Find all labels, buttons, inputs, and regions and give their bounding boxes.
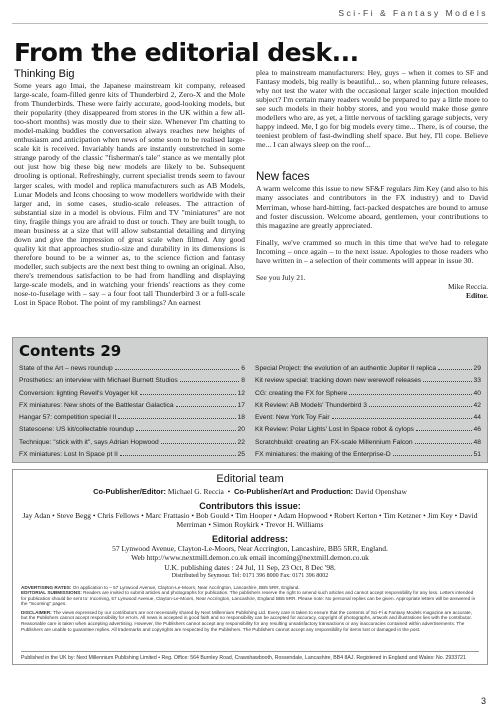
advertising-rates	[21, 585, 479, 607]
contents-entry	[19, 437, 245, 449]
section-heading-thinking-big: Thinking Big	[14, 68, 75, 80]
contents-entry-title: State of the Art – news roundup	[19, 365, 113, 372]
contents-entry-page: 25	[237, 451, 245, 459]
dot-leader	[180, 381, 240, 382]
contributors-title: Contributors this issue:	[199, 500, 301, 511]
contents-entry-page: 12	[237, 389, 245, 397]
contents-entry-page: 46	[473, 426, 481, 434]
contributors-list: Jay Adan • Steve Begg • Chris Fellows • Marc Frattasio • Bob Gould • Tim Hooper • Adam Hopwood • Robert Kerton • Tim Ketzner • Jim Key • David Merriman • Simon Roykirk • Trevor H. Williams	[22, 510, 478, 529]
dot-leader	[120, 455, 236, 456]
closing-paragraph: Finally, we've crammed so much in this time that we've had to relegate Incoming – once again – to the next issue. Apologies to those readers who have written in – a selection of their comments will appear in issue 30.	[256, 237, 488, 265]
dot-leader	[118, 418, 235, 419]
disclaimer-label: DISCLAIMER:	[21, 609, 52, 615]
contents-entry-page: 18	[237, 414, 245, 422]
page-title: From the editorial desk...	[14, 38, 359, 67]
contents-entry-title: Kit review special: tracking down new werewolf releases	[255, 377, 422, 385]
masthead: Sci-Fi & Fantasy Models	[12, 8, 488, 24]
contents-entry-page: 8	[241, 377, 245, 385]
contents-entry-title: Event: New York Toy Fair	[255, 414, 330, 422]
contents-entry-page: 6	[241, 365, 245, 372]
dot-leader	[140, 394, 236, 395]
contents-entry-page: 48	[473, 438, 481, 446]
dot-leader	[115, 369, 240, 370]
contents-entry-page: 22	[237, 438, 245, 446]
submissions-label: EDITORIAL SUBMISSIONS:	[21, 590, 82, 596]
contents-entry	[255, 424, 481, 436]
contents-entry-title: Scratchbuild: creating an FX-scale Millennium Falcon	[255, 438, 413, 446]
publishers-line: Co-Publisher/Editor: Michael G. Reccia • Co-Publisher/Art and Production: David Openshaw	[93, 487, 407, 496]
new-faces-paragraph: A warm welcome this issue to new SF&F regulars Jim Key (and also to his many associates and contributors in the FX industry) and to David Merriman, whose hard-hitting, fact-packed despatches are bound to amuse and foster discussion. Welcome aboard, gentlemen, your contributions to this magazine are greatly appreciated.	[256, 184, 488, 230]
dot-leader	[415, 443, 472, 444]
contents-left-list	[19, 363, 245, 461]
editorial-right-column	[256, 68, 488, 300]
address-title: Editorial address:	[211, 533, 289, 544]
submissions-text: Readers are invited to submit articles and photographs for publication. The publishers reserve the right to amend such articles and cannot accept responsibility for any loss. Letters intended for publication should be sent to: Incoming, 57 Lynwood Avenue, Clayton-Le-Moors, Near Accrington, Lancashire, England BB5 5RR. Please note: No personal replies can be given. Appropriate letters will be answered in the "Incoming" pages.	[21, 590, 476, 607]
contents-entry-title: CG: creating the FX for Sphere	[255, 389, 348, 397]
contents-entry-page: 44	[473, 414, 481, 422]
contents-entry-title: Prosthetics: an interview with Michael Burnett Studios	[19, 377, 178, 385]
contents-entry-title: Conversion: lighting Revell's Voyager kit	[19, 389, 138, 397]
section-heading-new-faces: New faces	[256, 171, 310, 184]
editorial-team-box	[12, 469, 488, 665]
editorial-left-column	[14, 68, 245, 307]
editorial-body-text: Some years ago Imai, the Japanese mainstream kit company, released large-scale, foam-filled genre kits of Thunderbird 2, Zero-X and the Mole from Thunderbirds. These were fairly accurate, good-looking models, but their popularity (they disappeared from stores in the UK within a few all-too-short months) was mostly due to their size. Whenever I'm chatting to model-making buddies the conversation always reaches new heights of enthusiasm and anticipation when news of some soon to be realised large-scale kit is received. Invariably hands are instantly outstretched in some strange parody of the classic "fisherman's tale" stance as we mentally plot out just how big these big new models are likely to be. Subsequent drooling is optional. Refreshingly, current specialist trends seem to favour larger scales, with model and replica manufacturers such as AB Models, Lunar Models and Icons choosing to wow modellers worldwide with their larger and, in some cases, studio-scale releases. The attraction of substantial size in a model is obvious. Film and TV "miniatures" are not tiny, fragile things you are afraid to dust or touch. They are built tough, to mean business at a size that will allow substantial detailing and dirtying down and give the impression of great scale when filmed. Any good quality kit that approaches studio-size and durability in its dimensions is therefore bound to be a winner as, to the science fiction and fantasy modeller, such subjects are the next best thing to owning an original. Also, there's tremendous satisfaction to be had from handling and displaying large-scale models, and in watching your friends' reactions as they come nose-to-fuselage with – say – a four foot tall Thunderbird 3 or a full-scale Lost in Space Robot. The point of my ramblings? An earnest	[14, 81, 245, 308]
dot-leader	[161, 443, 236, 444]
dot-leader	[332, 418, 472, 419]
contents-entry-page: 40	[473, 389, 481, 397]
contents-box	[12, 337, 488, 463]
contents-entry	[19, 400, 245, 412]
contents-entry-title: FX miniatures: Lost In Space pt II	[19, 451, 118, 459]
dot-leader	[176, 406, 236, 407]
contents-entry-title: Hangar 57: competition special II	[19, 414, 117, 422]
advertising-label: ADVERTISING RATES:	[21, 584, 72, 590]
team-title: Editorial team	[216, 473, 284, 485]
disclaimer	[21, 610, 479, 632]
contents-entry-title: FX miniatures: the making of the Enterprise-D	[255, 451, 391, 459]
contents-entry-page: 51	[473, 451, 481, 459]
dot-leader	[136, 430, 236, 431]
page-number: 3	[480, 696, 486, 706]
contents-entry-title: Kit Review: Polar Lights' Lost In Space robot & cylops	[255, 426, 414, 434]
contents-entry	[19, 388, 245, 400]
contents-entry	[19, 375, 245, 387]
contents-entry-page: 33	[473, 377, 481, 385]
advertising-text: On application to – 57 Lynwood Avenue, Clayton-Le-Moors, Near Accrington, Lancashire, BB5 5RR, England.	[72, 584, 300, 590]
contents-entry-page: 20	[237, 426, 245, 434]
contents-entry-page: 29	[473, 365, 481, 372]
production-label: Co-Publisher/Art and Production:	[234, 487, 354, 496]
publishing-dates: U.K. publishing dates : 24 Jul, 11 Sep, 23 Oct, 8 Dec '98.	[164, 562, 336, 572]
dot-leader	[416, 430, 472, 431]
contents-entry-page: 17	[237, 401, 245, 409]
contents-entry	[255, 400, 481, 412]
contents-entry-title: Kit Review: AB Models' Thunderbird 3	[255, 401, 367, 409]
dot-leader	[438, 369, 472, 370]
editor-title: Editor.	[465, 290, 488, 300]
contents-entry-title: Special Project: the evolution of an authentic Jupiter II replica	[255, 365, 437, 372]
production-name-value: David Openshaw	[355, 487, 407, 496]
dot-leader	[349, 394, 471, 395]
contents-entry	[255, 363, 481, 375]
contents-entry-page: 42	[473, 401, 481, 409]
contents-entry-title: FX miniatures: New shots of the Battlestar Galactica	[19, 401, 174, 409]
editorial-address: 57 Lynwood Avenue, Clayton-Le-Moors, Near Accrington, Lancashire, BB5 5RR, England.	[112, 543, 388, 553]
dot-leader	[393, 455, 472, 456]
publisher-footer: Published in the UK by: Next Millennium Publishing Limited • Reg. Office: 564 Burnley Road, Crawshawbooth, Rossendale, Lancashire, BB4 8AJ. Registered in England and Wales: No. 2933721	[21, 651, 479, 661]
editor-name: Mike Reccia.	[448, 281, 488, 291]
contents-entry-title: Technique: "stick with it", says Adrian Hopwood	[19, 438, 159, 446]
contents-entry	[19, 424, 245, 436]
dot-leader	[423, 381, 471, 382]
contents-entry	[255, 388, 481, 400]
contents-right-list	[255, 363, 481, 461]
disclaimer-text: The views expressed by our contributors are not necessarily shared by Next Millennium Publishing Ltd. Every care is taken to ensure that the contents of Sci-Fi & Fantasy Models magazine are accurate, but the Publishers cannot accept responsibility for errors. All news is accepted in good faith and no responsibility can be accepted for accuracy, copyright of photographs, artwork and illustrations lies with the contributor. Reasonable care is taken when accepting advertising. However, the Publishers cannot accept any responsibility for any resulting unsatisfactory transactions or any inaccuracies contained within advertisements. The Publishers are unable to guarantee replies. All trademarks and copyrights are respected by the Publishers. The Publishers cannot accept any responsibility for items lost or damaged in the post.	[21, 609, 472, 632]
sign-off-date: See you July 21.	[256, 272, 306, 282]
contents-entry	[255, 412, 481, 424]
contents-entry	[19, 412, 245, 424]
contents-entry	[255, 375, 481, 387]
editor-label: Co-Publisher/Editor:	[93, 487, 166, 496]
editor-name-value: Michael G. Reccia	[167, 487, 224, 496]
distributor-line: Distributed by Seymour. Tel: 0171 396 8000 Fax: 0171 396 8002	[171, 573, 329, 579]
contents-entry	[255, 437, 481, 449]
contents-entry	[19, 449, 245, 461]
dot-leader	[369, 406, 472, 407]
contents-title: Contents 29	[19, 342, 122, 360]
contents-entry-title: Statescene: US kit/collectable roundup	[19, 426, 134, 434]
contents-entry	[19, 363, 245, 375]
contents-entry	[255, 449, 481, 461]
web-email-line: Web http://www.nextmill.demon.co.uk email incoming@nextmill.demon.co.uk	[131, 553, 369, 562]
editorial-continuation-text: plea to mainstream manufacturers: Hey, guys – when it comes to SF and Fantasy models, big really is beautiful... so, when planning future releases, why not test the water with the occasional larger scale injection moulded subject? I'm certain many readers would be prepared to pay a little more to see such models in their hobby stores, and you would make those genre modellers who are, as yet, a little nervous of tackling garage subjects, very happy indeed. Me, I go for big models every time... There, is of course, the teeniest problem of fast-dwindling shelf space. But hey, I'll cope. Believe me... I can always sleep on the roof...	[256, 68, 488, 150]
